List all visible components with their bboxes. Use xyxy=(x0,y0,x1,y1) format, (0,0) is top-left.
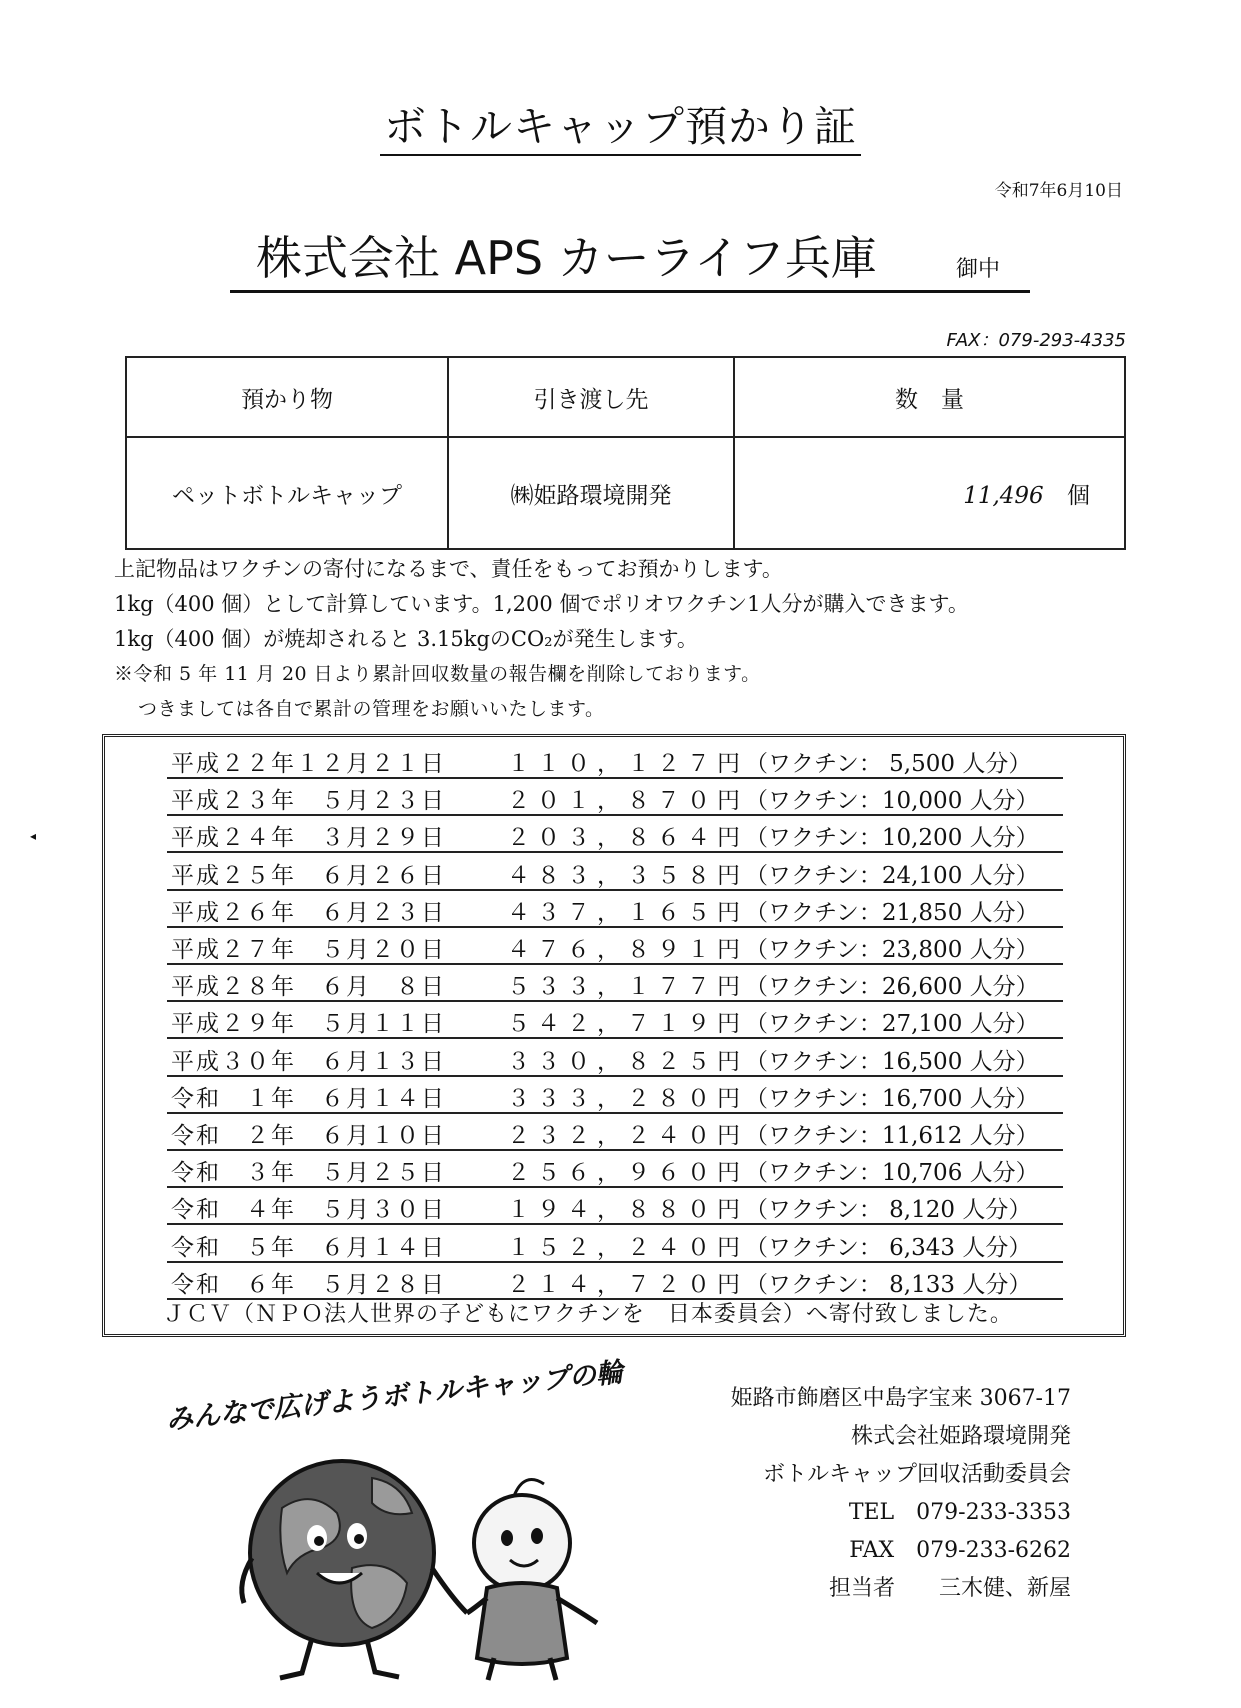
history-amount: ４３７，１６５円 xyxy=(507,899,747,926)
history-row xyxy=(167,1076,1063,1114)
history-row xyxy=(167,964,1063,1002)
history-row xyxy=(167,1262,1063,1300)
history-amount: ２５６，９６０円 xyxy=(507,1160,747,1187)
history-amount: ２０３，８６４円 xyxy=(507,825,747,852)
contact-committee: ボトルキャップ回収活動委員会 xyxy=(762,1462,1071,1487)
contact-company: 株式会社姫路環境開発 xyxy=(850,1424,1071,1449)
note-line: 1kg（400 個）として計算しています。1,200 個でポリオワクチン1人分が購入できます。 xyxy=(114,592,969,616)
note-line: ※令和 5 年 11 月 20 日より累計回収数量の報告欄を削除しております。 xyxy=(114,663,761,685)
history-row xyxy=(167,1113,1063,1151)
history-row xyxy=(167,778,1063,816)
deposit-table xyxy=(125,356,1126,550)
issue-date: 令和7年6月10日 xyxy=(994,181,1123,201)
history-row xyxy=(167,815,1063,853)
history-amount: ２３２，２４０円 xyxy=(507,1123,747,1149)
cell-quantity xyxy=(734,437,1125,549)
history-date: 平成２４年 ３月２９日 xyxy=(171,825,446,852)
history-amount: ３３０，８２５円 xyxy=(507,1048,747,1075)
recipient-fax: FAX：079-293-4335 xyxy=(946,330,1126,351)
history-row xyxy=(167,853,1063,891)
cell-item: ペットボトルキャップ xyxy=(126,437,448,549)
history-amount: ５３３，１７７円 xyxy=(507,974,747,1001)
history-vaccine: （ワクチン： 5,500 人分） xyxy=(745,751,1032,777)
history-vaccine: （ワクチン：16,700 人分） xyxy=(745,1085,1039,1112)
history-amount: ５４２，７１９円 xyxy=(507,1011,747,1038)
history-date: 平成２７年 ５月２０日 xyxy=(171,937,446,963)
contact-fax: FAX 079-233-6262 xyxy=(849,1538,1071,1563)
history-date: 令和 ４年 ５月３０日 xyxy=(171,1197,446,1224)
notes-block xyxy=(114,552,969,727)
header-quantity: 数 量 xyxy=(734,357,1125,437)
history-amount: ４８３，３５８円 xyxy=(507,862,747,889)
history-date: 令和 ５年 ６月１４日 xyxy=(171,1234,446,1261)
donation-history-box xyxy=(102,734,1126,1337)
donation-history-footer: ＪＣＶ（ＮＰＯ法人世界の子どもにワクチンを 日本委員会）へ寄付致しました。 xyxy=(163,1302,1013,1327)
contact-tel: TEL 079-233-3353 xyxy=(848,1500,1071,1525)
history-amount: ２１４，７２０円 xyxy=(507,1271,747,1298)
history-date: 令和 ６年 ５月２８日 xyxy=(171,1271,446,1298)
history-date: 平成２３年 ５月２３日 xyxy=(171,788,446,815)
history-row xyxy=(167,1225,1063,1263)
history-date: 令和 １年 ６月１４日 xyxy=(171,1085,446,1112)
history-vaccine: （ワクチン：26,600 人分） xyxy=(745,974,1039,1001)
history-vaccine: （ワクチン： 8,133 人分） xyxy=(745,1271,1032,1298)
history-amount: ４７６，８９１円 xyxy=(507,937,747,963)
deposit-table-row xyxy=(126,437,1125,549)
quantity-value: 11,496 xyxy=(963,482,1044,509)
history-vaccine: （ワクチン：16,500 人分） xyxy=(745,1048,1039,1075)
history-date: 令和 ３年 ５月２５日 xyxy=(171,1160,446,1187)
history-vaccine: （ワクチン： 8,120 人分） xyxy=(745,1197,1032,1224)
contact-person: 担当者 三木健、新屋 xyxy=(828,1576,1071,1601)
note-line: つきましては各自で累計の管理をお願いいたします。 xyxy=(138,698,605,720)
history-amount: １９４，８８０円 xyxy=(507,1197,747,1224)
history-row xyxy=(167,1187,1063,1225)
history-vaccine: （ワクチン：11,612 人分） xyxy=(745,1123,1039,1149)
history-row xyxy=(167,1150,1063,1188)
history-row xyxy=(167,927,1063,965)
history-vaccine: （ワクチン：21,850 人分） xyxy=(745,899,1039,926)
history-date: 平成２２年１２月２１日 xyxy=(171,751,446,777)
history-vaccine: （ワクチン：24,100 人分） xyxy=(745,862,1039,889)
left-triangle-icon: ◂ xyxy=(30,829,37,843)
history-date: 平成２５年 ６月２６日 xyxy=(171,862,446,889)
history-date: 平成２６年 ６月２３日 xyxy=(171,899,446,926)
history-date: 平成２９年 ５月１１日 xyxy=(171,1011,446,1038)
globe-and-baby-mascot-icon xyxy=(232,1448,612,1692)
history-vaccine: （ワクチン： 6,343 人分） xyxy=(745,1234,1032,1261)
document-title: ボトルキャップ預かり証 xyxy=(380,104,861,156)
deposit-table-header xyxy=(126,357,1125,437)
history-vaccine: （ワクチン：10,706 人分） xyxy=(745,1160,1039,1187)
history-date: 平成３０年 ６月１３日 xyxy=(171,1048,446,1075)
history-row xyxy=(167,1039,1063,1077)
contact-address: 姫路市飾磨区中島字宝来 3067-17 xyxy=(730,1386,1071,1411)
recipient-block xyxy=(230,232,1030,293)
history-row xyxy=(167,890,1063,928)
header-destination: 引き渡し先 xyxy=(448,357,734,437)
contact-block xyxy=(731,1380,1071,1608)
history-amount: １５２，２４０円 xyxy=(507,1234,747,1261)
history-vaccine: （ワクチン：23,800 人分） xyxy=(745,937,1039,963)
history-date: 令和 ２年 ６月１０日 xyxy=(171,1123,446,1149)
note-line: 1kg（400 個）が焼却されると 3.15kgのCO₂が発生します。 xyxy=(114,627,698,651)
history-date: 平成２８年 ６月 ８日 xyxy=(171,974,446,1001)
recipient-name: 株式会社 APS カーライフ兵庫 xyxy=(256,231,877,285)
recipient-honorific: 御中 xyxy=(956,257,1001,282)
history-vaccine: （ワクチン：10,000 人分） xyxy=(745,788,1039,815)
header-item: 預かり物 xyxy=(126,357,448,437)
history-row xyxy=(167,741,1063,779)
history-amount: ３３３，２８０円 xyxy=(507,1085,747,1112)
cell-destination: ㈱姫路環境開発 xyxy=(448,437,734,549)
history-amount: ２０１，８７０円 xyxy=(507,788,747,815)
history-row xyxy=(167,1001,1063,1039)
history-amount: １１０，１２７円 xyxy=(507,751,747,777)
note-line: 上記物品はワクチンの寄付になるまで、責任をもってお預かりします。 xyxy=(114,557,783,581)
history-vaccine: （ワクチン：27,100 人分） xyxy=(745,1011,1039,1038)
quantity-unit: 個 xyxy=(1067,482,1090,509)
slogan: みんなで広げようボトルキャップの輪 xyxy=(164,1357,625,1436)
history-vaccine: （ワクチン：10,200 人分） xyxy=(745,825,1039,852)
